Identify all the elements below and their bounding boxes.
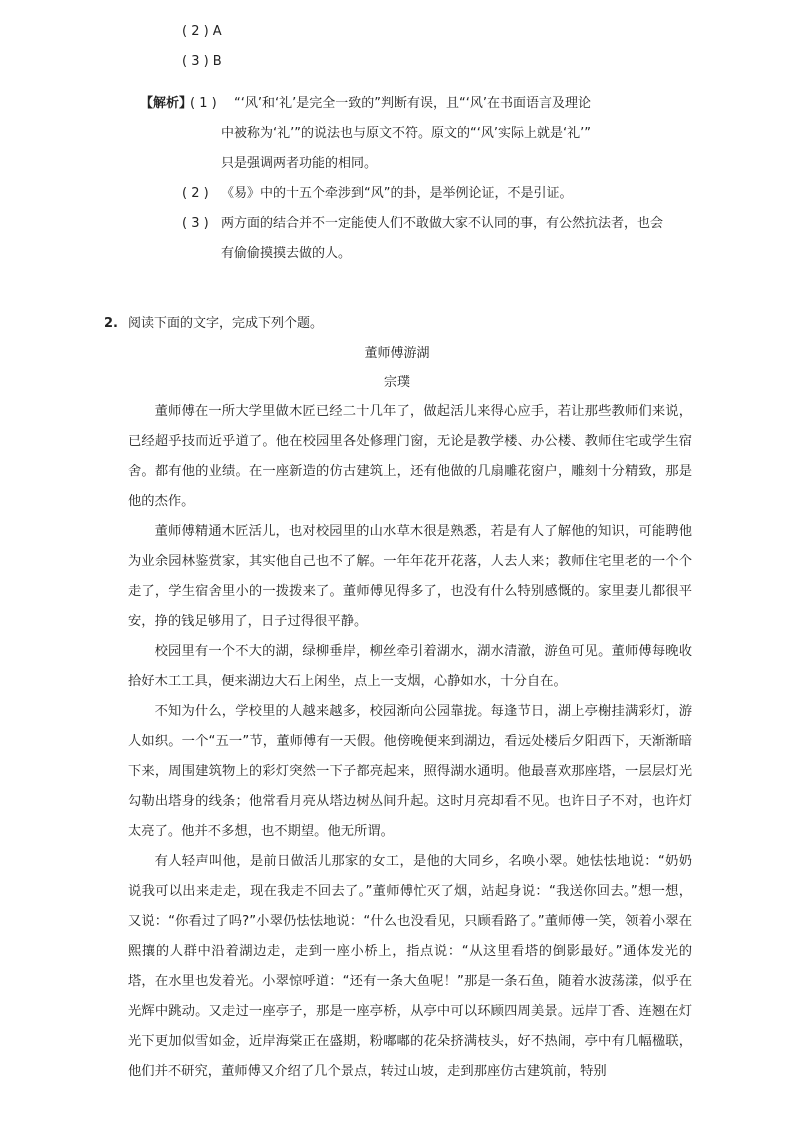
explanation-text: 两方面的结合并不一定能使人们不敢做大家不认同的事，有公然抗法者，也会 — [221, 216, 664, 231]
explanation-item-num: ( 3 ) — [182, 216, 209, 231]
article-paragraph: 校园里有一个不大的湖，绿柳垂岸，柳丝牵引着湖水，湖水清澈，游鱼可见。董师傅每晚收拾好木工工具，便来湖边大石上闲坐，点上一支烟，心静如水，十分自在。 — [128, 644, 692, 689]
article-title: 董师傅游湖 — [364, 346, 430, 361]
article-paragraph: 不知为什么，学校里的人越来越多，校园渐向公园靠拢。每逢节日，湖上亭榭挂满彩灯，游人如织。一个“五一”节，董师傅有一天假。他傍晚便来到湖边，看远处楼后夕阳西下，天渐渐暗下来，周围建筑物上的彩灯突然一下子都亮起来，照得湖水通明。他最喜欢那座塔，一层层灯光勾勒出塔身的线条；他常看月亮从塔边树丛间升起。这时月亮却看不见。也许日子不对，也许灯太亮了。他并不多想，也不期望。他无所谓。 — [128, 704, 692, 839]
article-paragraph: 董师傅在一所大学里做木匠已经二十几年了，做起活儿来得心应手，若让那些教师们来说，已经超乎技而近乎道了。他在校园里各处修理门窗，无论是教学楼、办公楼、教师住宅或学生宿舍。都有他的业绩。在一座新造的仿古建筑上，还有他做的几扇雕花窗户，雕刻十分精致，那是他的杰作。 — [128, 404, 692, 509]
explanation-item-num: ( 1 ) — [190, 96, 217, 111]
explanation-label: 【解析】 — [140, 96, 193, 111]
answer-line: ( 3 ) B — [182, 54, 222, 69]
article-paragraph: 董师傅精通木匠活儿，也对校园里的山水草木很是熟悉，若是有人了解他的知识，可能聘他为业余园林鉴赏家，其实他自己也不了解。一年年花开花落，人去人来；教师住宅里老的一个个走了，学生宿舍里小的一拨拨来了。董师傅见得多了，也没有什么特别感慨的。家里妻儿都很平安，挣的钱足够用了，日子过得很平静。 — [128, 524, 692, 629]
article-paragraph: 有人轻声叫他，是前日做活儿那家的女工，是他的大同乡，名唤小翠。她怯怯地说：“奶奶说我可以出来走走，现在我走不回去了。”董师傅忙灭了烟，站起身说：“我送你回去。”想一想，又说：“你看过了吗?”小翠仍怯怯地说：“什么也没看见，只顾看路了。”董师傅一笑，领着小翠在熙攘的人群中沿着湖边走，走到一座小桥上，指点说：“从这里看塔的倒影最好。”通体发光的塔，在水里也发着光。小翠惊呼道：“还有一条大鱼呢！”那是一条石鱼，随着水波荡漾，似乎在光辉中跳动。又走过一座亭子，那是一座亭桥，从亭中可以环顾四周美景。远岸丁香、连翘在灯光下更加似雪如金，近岸海棠正在盛期，粉嘟嘟的花朵挤满枝头，好不热闹，亭中有几幅楹联，他们并不研究，董师傅又介绍了几个景点，转过山坡，走到那座仿古建筑前，特别 — [128, 854, 692, 1079]
article-author: 宗璞 — [383, 375, 410, 390]
explanation-text: 《易》中的十五个牵涉到“风”的卦，是举例论证，不是引证。 — [221, 186, 573, 201]
question-number: 2. — [104, 316, 118, 331]
explanation-text: “‘风’和‘礼’是完全一致的”判断有误，且“‘风’在书面语言及理论 — [234, 96, 591, 111]
explanation-text: 只是强调两者功能的相同。 — [221, 156, 378, 171]
explanation-text: 有偷偷摸摸去做的人。 — [221, 246, 352, 261]
answer-line: ( 2 ) A — [182, 24, 222, 39]
explanation-text: 中被称为‘礼’”的说法也与原文不符。原文的“‘风’实际上就是‘礼’” — [221, 126, 591, 141]
explanation-item-num: ( 2 ) — [182, 186, 209, 201]
question-prompt: 阅读下面的文字，完成下列个题。 — [128, 316, 324, 331]
